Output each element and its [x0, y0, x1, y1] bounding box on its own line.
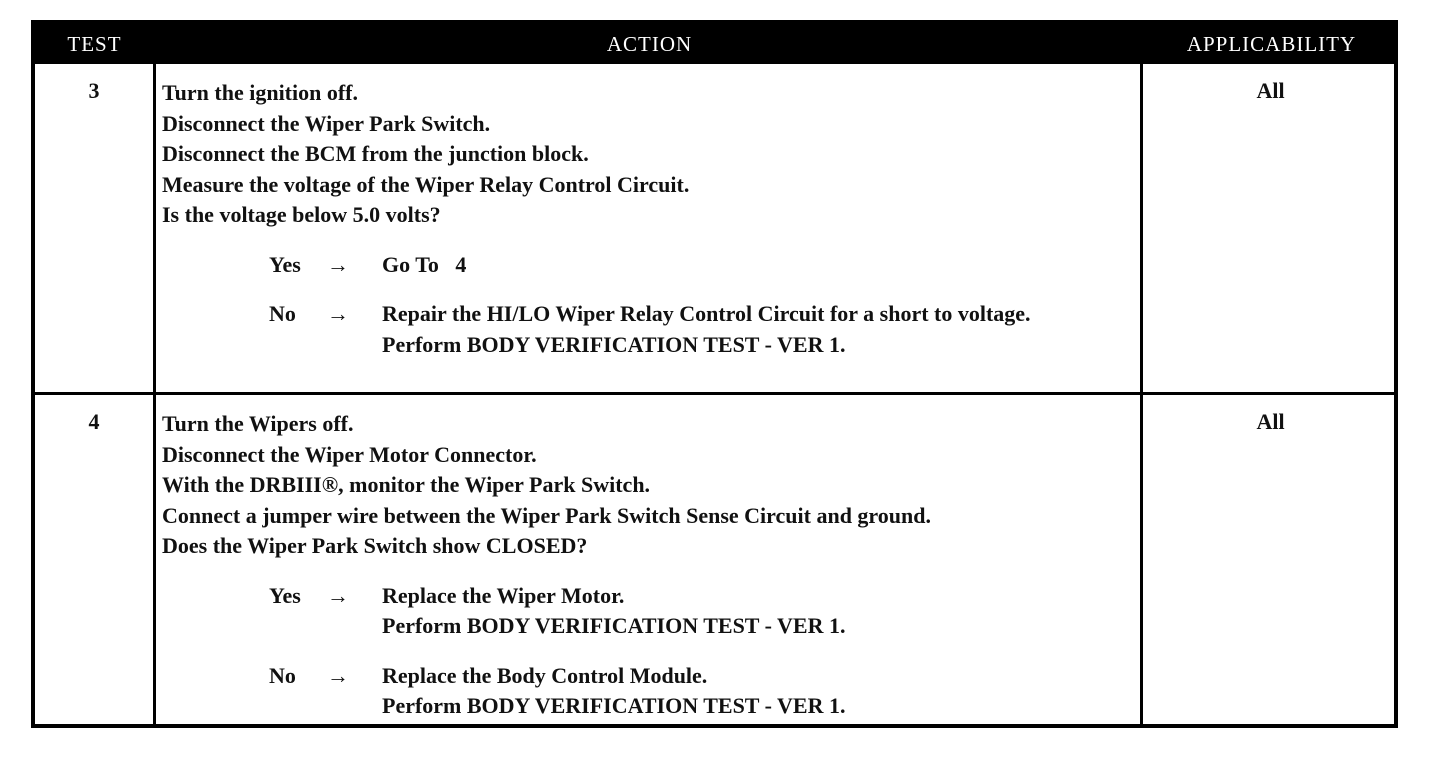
- header-action: ACTION: [606, 32, 693, 56]
- action-step: With the DRBIII®, monitor the Wiper Park Switch.: [162, 472, 651, 497]
- action-step: Disconnect the Wiper Park Switch.: [162, 110, 491, 136]
- action-step: Disconnect the BCM from the junction block.: [162, 141, 589, 166]
- diagnostic-test-table: [31, 20, 1398, 728]
- answer-yes: [269, 250, 1132, 281]
- answer-no: [269, 661, 1132, 722]
- test-number: 4: [88, 409, 100, 434]
- answer-label: No: [269, 301, 296, 326]
- result-line: Replace the Wiper Motor.: [382, 582, 625, 608]
- result-line: Repair the HI/LO Wiper Relay Control Circuit for a short to voltage.: [382, 301, 1031, 326]
- arrow-icon: →: [327, 301, 349, 326]
- answer-result: [382, 250, 1132, 281]
- answer-no: [269, 299, 1132, 360]
- result-line: Replace the Body Control Module.: [382, 662, 708, 688]
- action-step: Turn the Wipers off.: [162, 411, 354, 436]
- action-step: Measure the voltage of the Wiper Relay Control Circuit.: [162, 171, 690, 197]
- result-line: Go To 4: [382, 251, 467, 277]
- table-row: [35, 64, 1394, 392]
- table-header: [35, 24, 1394, 64]
- action-step: Turn the ignition off.: [162, 80, 359, 105]
- answer-result: [382, 661, 1132, 722]
- answer-label: Yes: [269, 251, 301, 277]
- answer-label: Yes: [269, 582, 301, 608]
- action-step: Disconnect the Wiper Motor Connector.: [162, 441, 537, 467]
- result-line: Perform BODY VERIFICATION TEST - VER 1.: [382, 693, 846, 718]
- applicability-value: All: [1256, 78, 1285, 103]
- answer-label: No: [269, 662, 296, 688]
- arrow-icon: →: [327, 582, 349, 608]
- action-step: Connect a jumper wire between the Wiper Park Switch Sense Circuit and ground.: [162, 502, 932, 528]
- header-applicability: APPLICABILITY: [1186, 32, 1357, 56]
- header-test: TEST: [67, 32, 122, 56]
- answer-result: [382, 581, 1132, 642]
- action-cell: [162, 409, 1132, 722]
- arrow-icon: →: [327, 662, 349, 688]
- action-step: Is the voltage below 5.0 volts?: [162, 202, 441, 227]
- arrow-icon: →: [327, 251, 349, 277]
- answer-yes: [269, 581, 1132, 642]
- table-row: [35, 395, 1394, 726]
- applicability-value: All: [1256, 409, 1285, 434]
- result-line: Perform BODY VERIFICATION TEST - VER 1.: [382, 331, 846, 357]
- action-step: Does the Wiper Park Switch show CLOSED?: [162, 533, 588, 558]
- action-cell: [162, 78, 1132, 360]
- test-number: 3: [88, 78, 100, 103]
- answer-result: [382, 299, 1132, 360]
- result-line: Perform BODY VERIFICATION TEST - VER 1.: [382, 613, 846, 638]
